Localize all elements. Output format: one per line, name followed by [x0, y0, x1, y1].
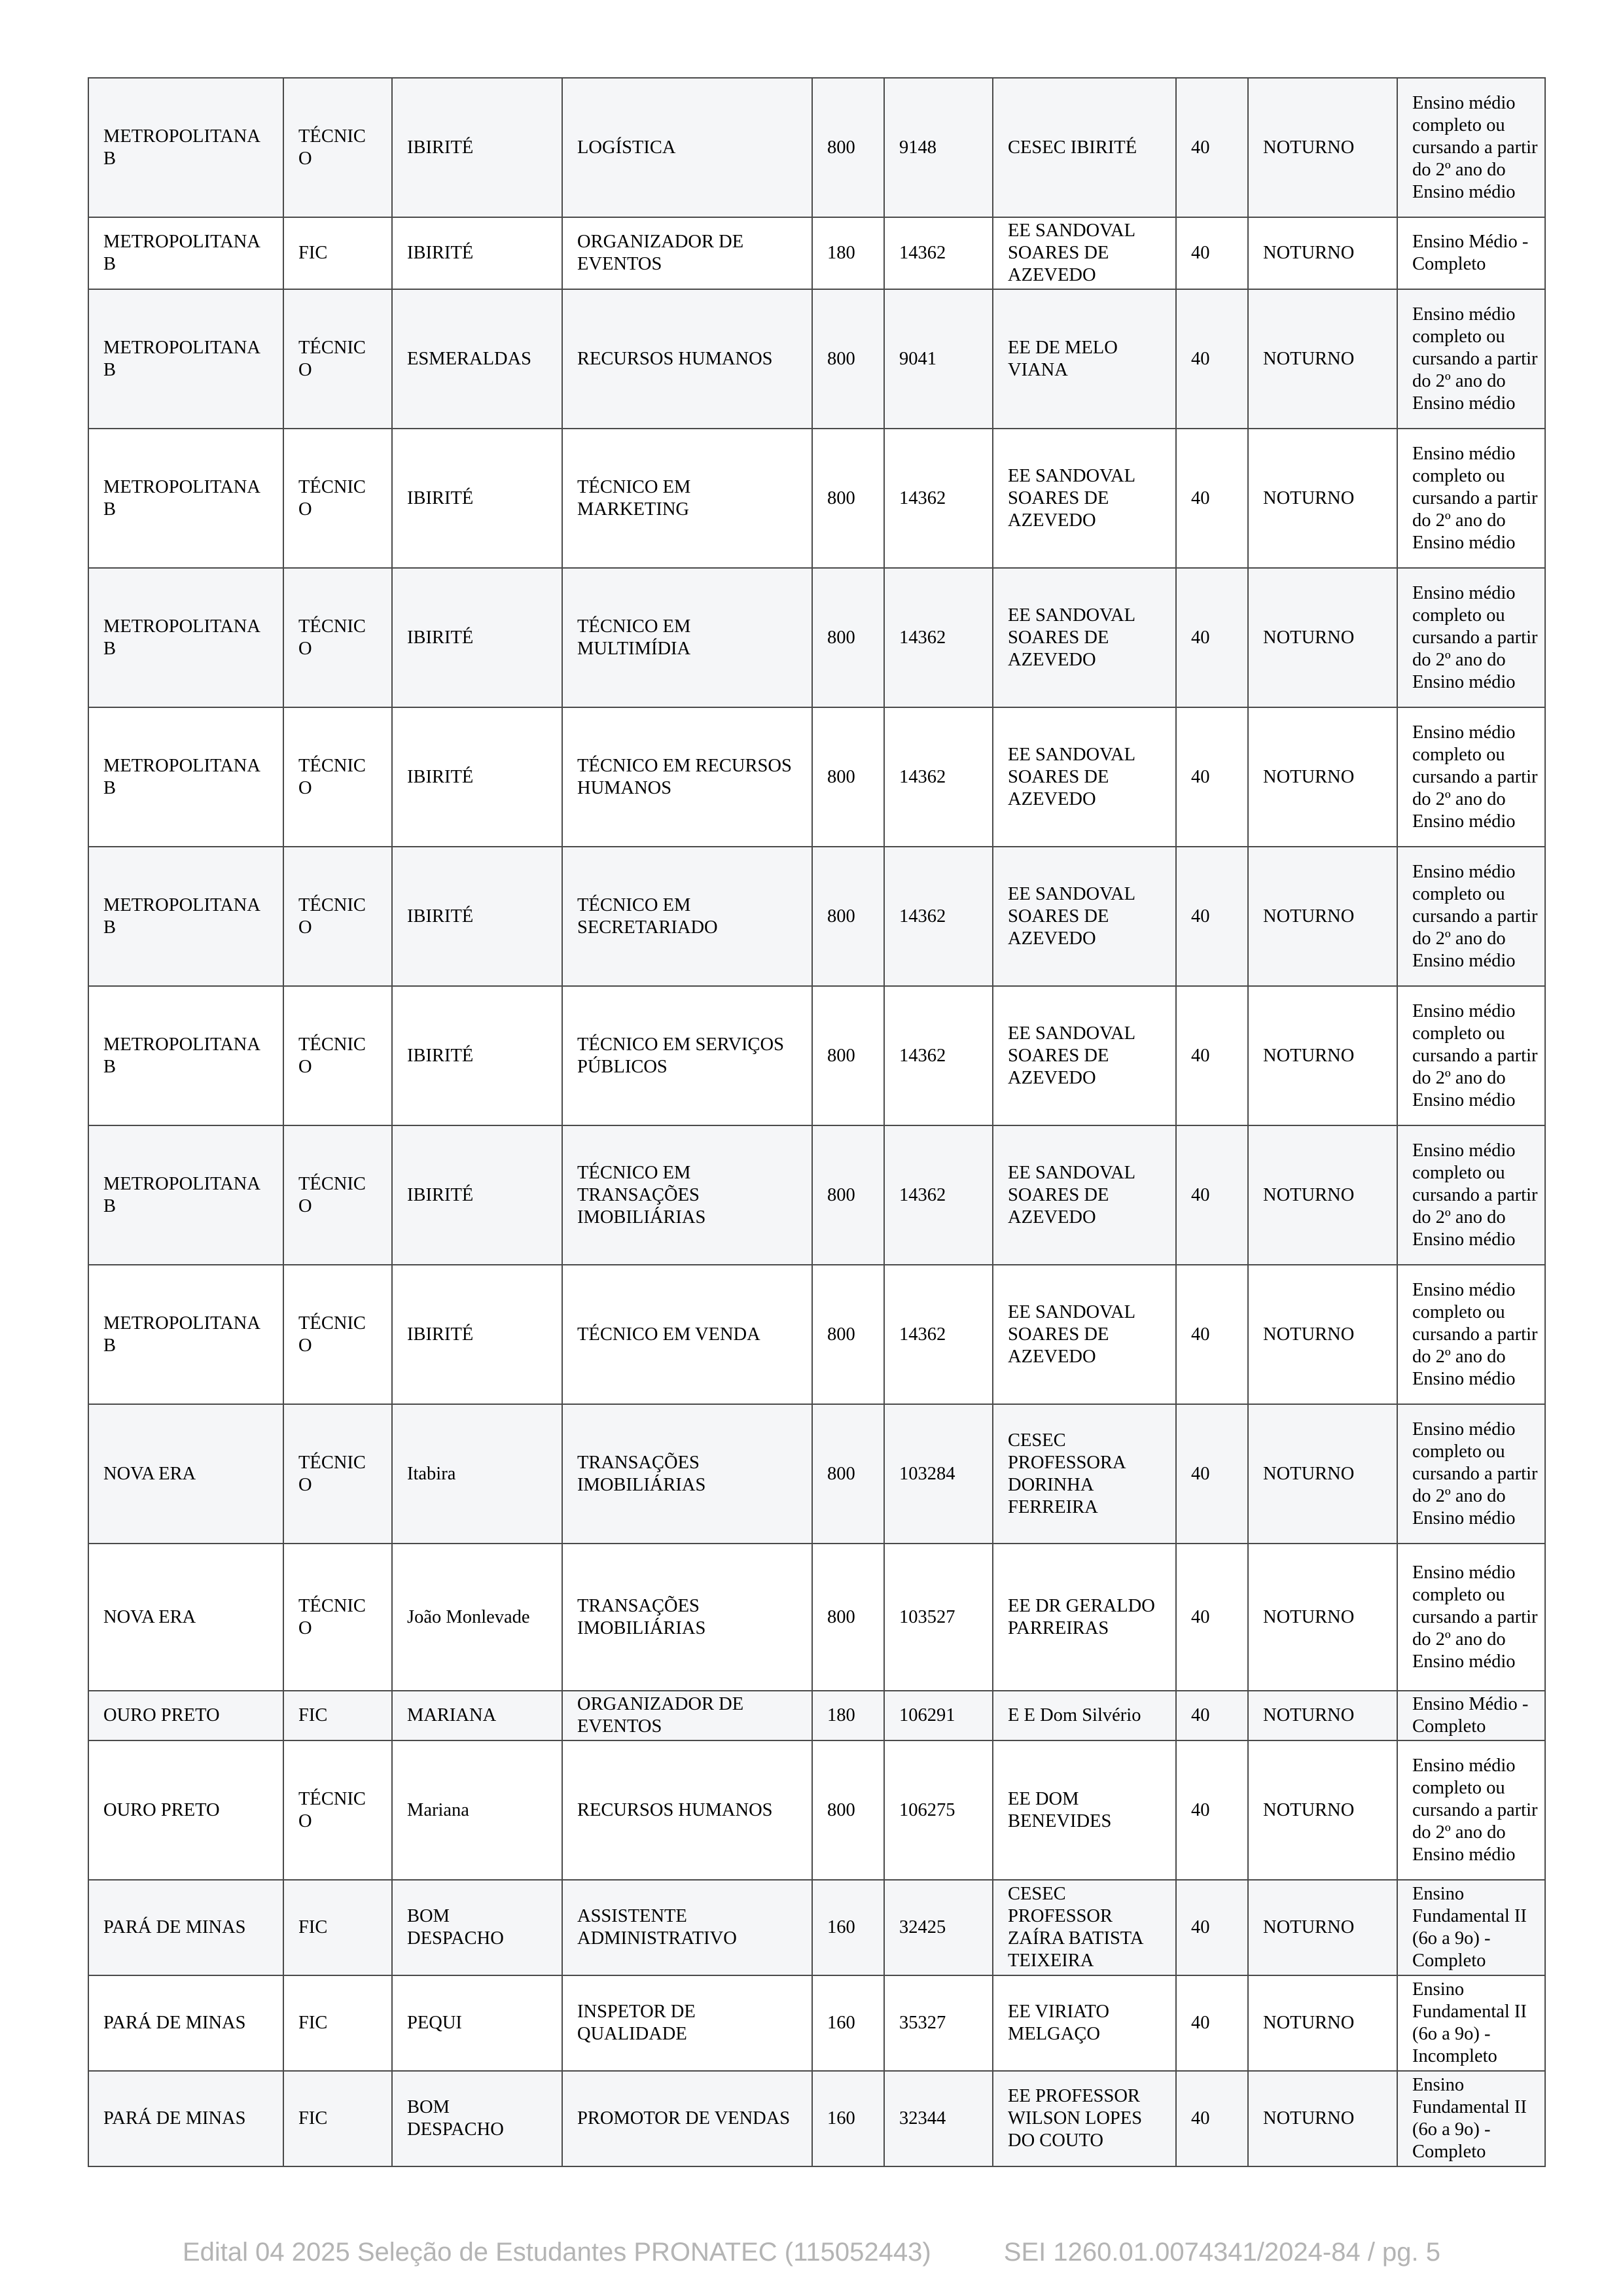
- table-row: [88, 78, 1545, 217]
- city-cell: IBIRITÉ: [392, 847, 562, 986]
- vacancies-cell: 40: [1176, 707, 1248, 847]
- vacancy-table: [88, 77, 1546, 2167]
- vacancies-cell: 40: [1176, 568, 1248, 707]
- city-cell: BOM DESPACHO: [392, 2071, 562, 2166]
- school-cell: CESEC IBIRITÉ: [993, 78, 1176, 217]
- workload-cell: 800: [812, 1544, 884, 1691]
- workload-cell: 800: [812, 78, 884, 217]
- school-code-cell: 35327: [884, 1975, 993, 2071]
- region-cell: METROPOLITANA B: [88, 1125, 283, 1265]
- vacancies-cell: 40: [1176, 217, 1248, 289]
- workload-cell: 800: [812, 1265, 884, 1404]
- table-row: [88, 707, 1545, 847]
- shift-cell: NOTURNO: [1248, 1740, 1397, 1880]
- school-code-cell: 32425: [884, 1880, 993, 1975]
- school-cell: EE SANDOVAL SOARES DE AZEVEDO: [993, 1265, 1176, 1404]
- school-code-cell: 103527: [884, 1544, 993, 1691]
- requirement-cell: Ensino Médio - Completo: [1397, 217, 1545, 289]
- school-cell: EE DR GERALDO PARREIRAS: [993, 1544, 1176, 1691]
- course-cell: TÉCNICO EM RECURSOS HUMANOS: [562, 707, 812, 847]
- requirement-cell: Ensino médio completo ou cursando a partir do 2º ano do Ensino médio: [1397, 429, 1545, 568]
- school-cell: EE DE MELO VIANA: [993, 289, 1176, 429]
- school-cell: E E Dom Silvério: [993, 1691, 1176, 1740]
- course-cell: TÉCNICO EM MARKETING: [562, 429, 812, 568]
- requirement-cell: Ensino médio completo ou cursando a partir do 2º ano do Ensino médio: [1397, 707, 1545, 847]
- shift-cell: NOTURNO: [1248, 2071, 1397, 2166]
- shift-cell: NOTURNO: [1248, 1691, 1397, 1740]
- city-cell: IBIRITÉ: [392, 1265, 562, 1404]
- shift-cell: NOTURNO: [1248, 429, 1397, 568]
- course-cell: TÉCNICO EM MULTIMÍDIA: [562, 568, 812, 707]
- school-cell: EE SANDOVAL SOARES DE AZEVEDO: [993, 217, 1176, 289]
- table-row: [88, 1544, 1545, 1691]
- table-row: [88, 429, 1545, 568]
- school-code-cell: 9041: [884, 289, 993, 429]
- school-code-cell: 14362: [884, 1125, 993, 1265]
- requirement-cell: Ensino Fundamental II (6o a 9o) - Completo: [1397, 1880, 1545, 1975]
- course-cell: TÉCNICO EM SECRETARIADO: [562, 847, 812, 986]
- course-cell: ASSISTENTE ADMINISTRATIVO: [562, 1880, 812, 1975]
- region-cell: NOVA ERA: [88, 1544, 283, 1691]
- school-code-cell: 106291: [884, 1691, 993, 1740]
- workload-cell: 160: [812, 2071, 884, 2166]
- requirement-cell: Ensino médio completo ou cursando a partir do 2º ano do Ensino médio: [1397, 847, 1545, 986]
- course-type-cell: TÉCNICO: [283, 707, 392, 847]
- school-code-cell: 103284: [884, 1404, 993, 1544]
- city-cell: IBIRITÉ: [392, 568, 562, 707]
- city-cell: IBIRITÉ: [392, 986, 562, 1125]
- course-type-cell: TÉCNICO: [283, 429, 392, 568]
- city-cell: IBIRITÉ: [392, 78, 562, 217]
- course-type-cell: TÉCNICO: [283, 1740, 392, 1880]
- table-row: [88, 986, 1545, 1125]
- shift-cell: NOTURNO: [1248, 78, 1397, 217]
- shift-cell: NOTURNO: [1248, 217, 1397, 289]
- table-row: [88, 1404, 1545, 1544]
- course-type-cell: FIC: [283, 1880, 392, 1975]
- region-cell: METROPOLITANA B: [88, 568, 283, 707]
- vacancies-cell: 40: [1176, 1880, 1248, 1975]
- region-cell: PARÁ DE MINAS: [88, 2071, 283, 2166]
- school-code-cell: 14362: [884, 568, 993, 707]
- vacancies-cell: 40: [1176, 289, 1248, 429]
- city-cell: IBIRITÉ: [392, 429, 562, 568]
- shift-cell: NOTURNO: [1248, 1404, 1397, 1544]
- region-cell: NOVA ERA: [88, 1404, 283, 1544]
- school-cell: EE PROFESSOR WILSON LOPES DO COUTO: [993, 2071, 1176, 2166]
- city-cell: Itabira: [392, 1404, 562, 1544]
- region-cell: METROPOLITANA B: [88, 78, 283, 217]
- city-cell: IBIRITÉ: [392, 707, 562, 847]
- school-code-cell: 14362: [884, 847, 993, 986]
- requirement-cell: Ensino médio completo ou cursando a partir do 2º ano do Ensino médio: [1397, 289, 1545, 429]
- shift-cell: NOTURNO: [1248, 1880, 1397, 1975]
- course-type-cell: TÉCNICO: [283, 568, 392, 707]
- region-cell: METROPOLITANA B: [88, 847, 283, 986]
- table-row: [88, 1691, 1545, 1740]
- vacancies-cell: 40: [1176, 1740, 1248, 1880]
- school-cell: EE DOM BENEVIDES: [993, 1740, 1176, 1880]
- school-code-cell: 14362: [884, 217, 993, 289]
- school-code-cell: 14362: [884, 429, 993, 568]
- school-code-cell: 14362: [884, 1265, 993, 1404]
- shift-cell: NOTURNO: [1248, 986, 1397, 1125]
- vacancies-cell: 40: [1176, 1975, 1248, 2071]
- vacancies-cell: 40: [1176, 1691, 1248, 1740]
- requirement-cell: Ensino Fundamental II (6o a 9o) - Incompleto: [1397, 1975, 1545, 2071]
- workload-cell: 800: [812, 289, 884, 429]
- table-row: [88, 1740, 1545, 1880]
- shift-cell: NOTURNO: [1248, 568, 1397, 707]
- school-code-cell: 14362: [884, 986, 993, 1125]
- course-type-cell: FIC: [283, 217, 392, 289]
- workload-cell: 180: [812, 1691, 884, 1740]
- course-cell: ORGANIZADOR DE EVENTOS: [562, 1691, 812, 1740]
- shift-cell: NOTURNO: [1248, 1544, 1397, 1691]
- city-cell: IBIRITÉ: [392, 217, 562, 289]
- workload-cell: 800: [812, 707, 884, 847]
- school-cell: CESEC PROFESSOR ZAÍRA BATISTA TEIXEIRA: [993, 1880, 1176, 1975]
- school-cell: CESEC PROFESSORA DORINHA FERREIRA: [993, 1404, 1176, 1544]
- table-row: [88, 1880, 1545, 1975]
- course-type-cell: TÉCNICO: [283, 847, 392, 986]
- region-cell: METROPOLITANA B: [88, 986, 283, 1125]
- vacancies-cell: 40: [1176, 2071, 1248, 2166]
- course-type-cell: FIC: [283, 1975, 392, 2071]
- table-body: [88, 78, 1545, 2166]
- workload-cell: 800: [812, 568, 884, 707]
- table-row: [88, 289, 1545, 429]
- course-type-cell: FIC: [283, 1691, 392, 1740]
- school-code-cell: 32344: [884, 2071, 993, 2166]
- footer-doc-title: Edital 04 2025 Seleção de Estudantes PRONATEC (115052443): [182, 2238, 931, 2267]
- city-cell: IBIRITÉ: [392, 1125, 562, 1265]
- shift-cell: NOTURNO: [1248, 707, 1397, 847]
- city-cell: ESMERALDAS: [392, 289, 562, 429]
- course-cell: INSPETOR DE QUALIDADE: [562, 1975, 812, 2071]
- requirement-cell: Ensino médio completo ou cursando a partir do 2º ano do Ensino médio: [1397, 1404, 1545, 1544]
- table-row: [88, 2071, 1545, 2166]
- city-cell: MARIANA: [392, 1691, 562, 1740]
- city-cell: BOM DESPACHO: [392, 1880, 562, 1975]
- workload-cell: 800: [812, 1125, 884, 1265]
- course-cell: TÉCNICO EM TRANSAÇÕES IMOBILIÁRIAS: [562, 1125, 812, 1265]
- course-type-cell: TÉCNICO: [283, 289, 392, 429]
- region-cell: METROPOLITANA B: [88, 429, 283, 568]
- course-cell: RECURSOS HUMANOS: [562, 1740, 812, 1880]
- school-cell: EE SANDOVAL SOARES DE AZEVEDO: [993, 847, 1176, 986]
- workload-cell: 800: [812, 429, 884, 568]
- requirement-cell: Ensino médio completo ou cursando a partir do 2º ano do Ensino médio: [1397, 1125, 1545, 1265]
- course-cell: RECURSOS HUMANOS: [562, 289, 812, 429]
- course-cell: PROMOTOR DE VENDAS: [562, 2071, 812, 2166]
- vacancies-cell: 40: [1176, 1265, 1248, 1404]
- vacancies-cell: 40: [1176, 78, 1248, 217]
- school-cell: EE VIRIATO MELGAÇO: [993, 1975, 1176, 2071]
- workload-cell: 160: [812, 1975, 884, 2071]
- region-cell: METROPOLITANA B: [88, 1265, 283, 1404]
- table-row: [88, 1265, 1545, 1404]
- course-type-cell: TÉCNICO: [283, 1265, 392, 1404]
- table-row: [88, 847, 1545, 986]
- city-cell: João Monlevade: [392, 1544, 562, 1691]
- table-row: [88, 1975, 1545, 2071]
- table-row: [88, 1125, 1545, 1265]
- table-row: [88, 217, 1545, 289]
- region-cell: OURO PRETO: [88, 1740, 283, 1880]
- footer-page-ref: SEI 1260.01.0074341/2024-84 / pg. 5: [1003, 2238, 1441, 2267]
- course-cell: TÉCNICO EM VENDA: [562, 1265, 812, 1404]
- shift-cell: NOTURNO: [1248, 1975, 1397, 2071]
- vacancies-cell: 40: [1176, 429, 1248, 568]
- course-cell: LOGÍSTICA: [562, 78, 812, 217]
- workload-cell: 800: [812, 1404, 884, 1544]
- workload-cell: 800: [812, 986, 884, 1125]
- page-footer: [0, 2238, 1623, 2267]
- requirement-cell: Ensino Médio - Completo: [1397, 1691, 1545, 1740]
- school-code-cell: 106275: [884, 1740, 993, 1880]
- school-code-cell: 14362: [884, 707, 993, 847]
- course-type-cell: TÉCNICO: [283, 1404, 392, 1544]
- region-cell: METROPOLITANA B: [88, 289, 283, 429]
- course-cell: TRANSAÇÕES IMOBILIÁRIAS: [562, 1404, 812, 1544]
- course-type-cell: FIC: [283, 2071, 392, 2166]
- workload-cell: 180: [812, 217, 884, 289]
- course-cell: TRANSAÇÕES IMOBILIÁRIAS: [562, 1544, 812, 1691]
- school-cell: EE SANDOVAL SOARES DE AZEVEDO: [993, 986, 1176, 1125]
- requirement-cell: Ensino médio completo ou cursando a partir do 2º ano do Ensino médio: [1397, 78, 1545, 217]
- course-type-cell: TÉCNICO: [283, 1125, 392, 1265]
- course-cell: TÉCNICO EM SERVIÇOS PÚBLICOS: [562, 986, 812, 1125]
- vacancies-cell: 40: [1176, 1544, 1248, 1691]
- requirement-cell: Ensino médio completo ou cursando a partir do 2º ano do Ensino médio: [1397, 986, 1545, 1125]
- shift-cell: NOTURNO: [1248, 1125, 1397, 1265]
- table-row: [88, 568, 1545, 707]
- region-cell: METROPOLITANA B: [88, 217, 283, 289]
- school-cell: EE SANDOVAL SOARES DE AZEVEDO: [993, 707, 1176, 847]
- vacancies-cell: 40: [1176, 847, 1248, 986]
- region-cell: OURO PRETO: [88, 1691, 283, 1740]
- course-type-cell: TÉCNICO: [283, 986, 392, 1125]
- city-cell: PEQUI: [392, 1975, 562, 2071]
- workload-cell: 800: [812, 1740, 884, 1880]
- vacancies-cell: 40: [1176, 986, 1248, 1125]
- requirement-cell: Ensino Fundamental II (6o a 9o) - Completo: [1397, 2071, 1545, 2166]
- workload-cell: 800: [812, 847, 884, 986]
- shift-cell: NOTURNO: [1248, 289, 1397, 429]
- school-code-cell: 9148: [884, 78, 993, 217]
- school-cell: EE SANDOVAL SOARES DE AZEVEDO: [993, 429, 1176, 568]
- school-cell: EE SANDOVAL SOARES DE AZEVEDO: [993, 1125, 1176, 1265]
- vacancies-cell: 40: [1176, 1404, 1248, 1544]
- shift-cell: NOTURNO: [1248, 1265, 1397, 1404]
- course-type-cell: TÉCNICO: [283, 1544, 392, 1691]
- school-cell: EE SANDOVAL SOARES DE AZEVEDO: [993, 568, 1176, 707]
- requirement-cell: Ensino médio completo ou cursando a partir do 2º ano do Ensino médio: [1397, 1265, 1545, 1404]
- shift-cell: NOTURNO: [1248, 847, 1397, 986]
- vacancies-cell: 40: [1176, 1125, 1248, 1265]
- workload-cell: 160: [812, 1880, 884, 1975]
- requirement-cell: Ensino médio completo ou cursando a partir do 2º ano do Ensino médio: [1397, 1544, 1545, 1691]
- requirement-cell: Ensino médio completo ou cursando a partir do 2º ano do Ensino médio: [1397, 1740, 1545, 1880]
- region-cell: METROPOLITANA B: [88, 707, 283, 847]
- region-cell: PARÁ DE MINAS: [88, 1975, 283, 2071]
- region-cell: PARÁ DE MINAS: [88, 1880, 283, 1975]
- city-cell: Mariana: [392, 1740, 562, 1880]
- requirement-cell: Ensino médio completo ou cursando a partir do 2º ano do Ensino médio: [1397, 568, 1545, 707]
- course-type-cell: TÉCNICO: [283, 78, 392, 217]
- course-cell: ORGANIZADOR DE EVENTOS: [562, 217, 812, 289]
